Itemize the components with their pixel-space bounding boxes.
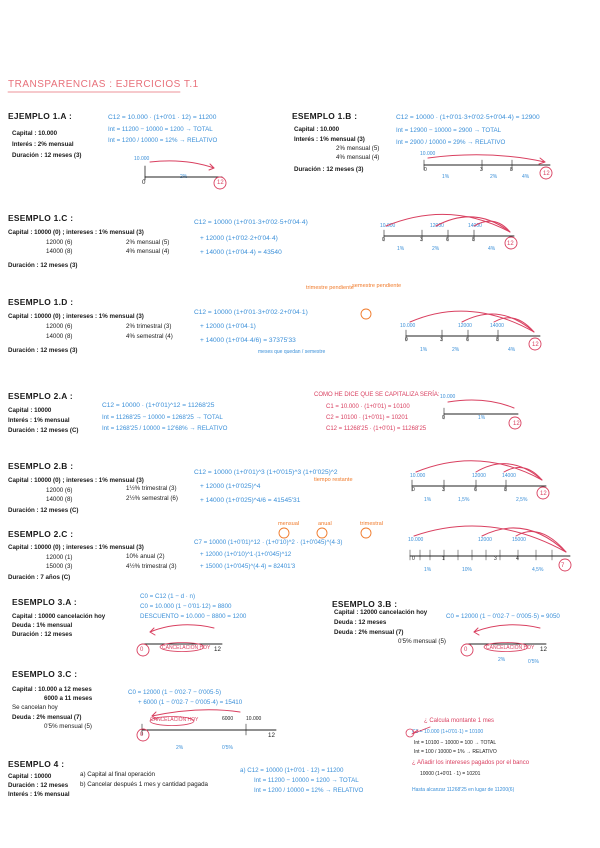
ex3c-side-line: C1 = 10.000 (1+0'01·1) = 10100 — [412, 729, 484, 735]
ex1c-formula: + 14000 (1+0'04·4) = 43540 — [200, 249, 282, 256]
ex1b-heading: ESEMPLO 1.B : — [292, 111, 358, 121]
ex2a-line: Duración : 12 meses (C) — [8, 427, 79, 434]
ex1d-heading: ESEMPLO 1.D : — [8, 297, 74, 307]
ex1c-line: Duración : 12 meses (3) — [8, 262, 78, 269]
ex2b-axis-label: 12000 — [472, 473, 486, 479]
ex2b-axis-label: 12 — [540, 491, 547, 497]
ex2c-axis-label: 4,5% — [532, 567, 544, 573]
ex4-option: b) Cancelar después 1 mes y cantidad pagada — [80, 781, 208, 788]
ex3b-line: Deuda : 12 meses — [334, 619, 387, 626]
ex4-line: Capital : 10000 — [8, 773, 52, 780]
ex1d-axis-label: 3 — [440, 337, 443, 343]
ex1b-formula: C12 = 10000 · (1+0'01·3+0'02·5+0'04·4) = 12900 — [396, 114, 540, 121]
ex2b-line: 2½% semestral (6) — [126, 495, 178, 502]
ex1c-formula: + 12000 (1+0'02·2+0'04·4) — [200, 235, 278, 242]
ex1d-formula: C12 = 10000 (1+0'01·3+0'02·2+0'04·1) — [194, 309, 308, 316]
ex1d-axis-label: 10.000 — [400, 323, 416, 329]
ex1b-line: Capital : 10.000 — [294, 126, 340, 133]
ex3b-axis-label: 0 — [464, 647, 468, 653]
ex3a-formula: DESCUENTO = 10.000 − 8800 = 1200 — [140, 613, 247, 620]
ex2c-axis-label: 0 — [412, 556, 415, 562]
ex1d-formula: + 12000 (1+0'04·1) — [200, 323, 256, 330]
ex2c-axis-label: 10% — [462, 567, 473, 573]
ex1b-line: 2% mensual (5) — [336, 145, 380, 152]
ex2b-line: Duración : 12 meses (C) — [8, 507, 79, 514]
ex3b-axis-label: 0'5% — [528, 659, 539, 665]
ex2c-heading: ESEMPLO 2.C : — [8, 529, 74, 539]
ex2c-note: anual — [318, 521, 332, 527]
ex2b-axis-label: 2,5% — [516, 497, 528, 503]
ex2b-note: tiempo restante — [314, 477, 353, 483]
ex2a-axis-label: 1% — [478, 415, 486, 421]
ex3b-formula: C0 = 12000 (1 − 0'02·7 − 0'005·5) = 9050 — [446, 613, 560, 620]
ex2b-line: Capital : 10000 (0) ; intereses : 1% mensual (3) — [8, 477, 144, 484]
ex2b-heading: ESEMPLO 2.B : — [8, 461, 74, 471]
ex1a-axis-label: 12 — [217, 180, 224, 186]
ex1c-heading: ESEMPLO 1.C : — [8, 213, 74, 223]
ex3c-line: Se cancelan hoy — [12, 704, 58, 711]
ex3a-line: Capital : 10000 cancelación hoy — [12, 613, 106, 620]
ex2c-formula: + 15000 (1+0'045)^(4·4) = 82401'3 — [200, 563, 296, 570]
ex1d-axis-label: 8 — [496, 337, 499, 343]
ex1c-axis-label: 1% — [397, 246, 405, 252]
ex1c-axis-label: 12 — [507, 241, 514, 247]
ex2b-line: 14000 (8) — [46, 496, 73, 503]
ex1b-formula: Int = 2900 / 10000 = 29% → RELATIVO — [396, 139, 506, 146]
ex1b-line: 4% mensual (4) — [336, 154, 380, 161]
ex1d-line: Duración : 12 meses (3) — [8, 347, 78, 354]
ex2a-note-line: C2 = 10100 · (1+0'01) = 10201 — [326, 415, 409, 421]
ex2c-line: 10% anual (2) — [126, 553, 165, 560]
ex3a-heading: ESEMPLO 3.A : — [12, 597, 78, 607]
ex2c-line: 15000 (3) — [46, 563, 73, 570]
ex3c-axis-label: 0 — [140, 732, 144, 738]
ex3c-side-line: Int = 10100 − 10000 = 100 → TOTAL — [414, 740, 497, 746]
ex1b-line: Duración : 12 meses (3) — [294, 166, 364, 173]
ex1b-axis-label: 2% — [490, 174, 498, 180]
ex1b-axis-label: 1% — [442, 174, 450, 180]
ex1d-axis-label: 2% — [452, 347, 460, 353]
ex2b-line: 12000 (6) — [46, 487, 73, 494]
ex1a-formula: Int = 11200 − 10000 = 1200 → TOTAL — [108, 126, 213, 133]
ex1d-line: 4% semestral (4) — [126, 333, 173, 340]
ex1d-axis-label: 1% — [420, 347, 428, 353]
ex1b-axis-label: 4% — [522, 174, 530, 180]
ex3c-line: Capital : 10.000 a 12 meses — [12, 686, 92, 693]
ex2b-formula: C12 = 10000 (1+0'01)^3 (1+0'015)^3 (1+0'025)^2 — [194, 469, 338, 476]
ex3c-axis-label: 10.000 — [246, 716, 262, 722]
ex2c-line: Capital : 10000 (0) ; intereses : 1% mensual (3) — [8, 544, 144, 551]
ex1c-axis-label: 3 — [420, 237, 423, 243]
ex2c-axis-label: 1% — [424, 567, 432, 573]
ex1b-axis-label: 12 — [543, 171, 550, 177]
ex1b-axis-label: 10.000 — [420, 151, 436, 157]
ex2b-axis-label: 0 — [412, 487, 415, 493]
ex1a-line: Interés : 2% mensual — [12, 141, 74, 148]
ex2a-heading: ESEMPLO 2.A : — [8, 391, 74, 401]
ex2c-line: 12000 (1) — [46, 554, 73, 561]
ex3b-line: Capital : 12000 cancelación hoy — [334, 609, 428, 616]
ex4-side-line: Hasta alcanzar 11268'25 en lugar de 11200(6) — [412, 787, 515, 793]
ex1b-axis-label: 0 — [424, 167, 427, 173]
ex4-side-line: 10000 (1+0'01 · 1) = 10201 — [420, 771, 481, 777]
ex2c-axis-label: 4 — [516, 556, 519, 562]
ex2a-axis-label: 10.000 — [440, 394, 456, 400]
ex3b-heading: ESEMPLO 3.B : — [332, 599, 398, 609]
ex1c-axis-label: 14000 — [468, 223, 482, 229]
ex3c-axis-label: 6000 — [222, 716, 234, 722]
ex2c-note: trimestral — [360, 521, 383, 527]
ex2a-line: Capital : 10000 — [8, 407, 52, 414]
ex1c-axis-label: 2% — [432, 246, 440, 252]
ex3c-axis-label: 12 — [268, 732, 275, 739]
ex3b-axis-label: 2% — [498, 657, 506, 663]
ex2a-axis-label: 0 — [442, 415, 445, 421]
ex3a-axis-label: 0 — [140, 647, 144, 653]
ex1d-line: 12000 (6) — [46, 323, 73, 330]
ex1c-axis-label: 4% — [488, 246, 496, 252]
ex3c-axis-label: 0'5% — [222, 745, 233, 751]
ex2c-formula: + 12000 (1+0'10)^1·(1+0'045)^12 — [200, 551, 292, 558]
ex1d-line: 14000 (8) — [46, 333, 73, 340]
ex2c-line: Duración : 7 años (C) — [8, 574, 71, 581]
ex4-line: Duración : 12 meses — [8, 782, 69, 789]
ex1b-axis-label: 3 — [480, 167, 483, 173]
ex4-formula: Int = 11200 − 10000 = 1200 → TOTAL — [254, 777, 359, 784]
ex1d-formula: + 14000 (1+0'04·4/6) = 37375'33 — [200, 337, 296, 344]
ex4-line: Interés : 1% mensual — [8, 791, 70, 798]
ex3b-line: 0'5% mensual (5) — [398, 638, 446, 645]
ex1d-axis-label: 4% — [508, 347, 516, 353]
ex3c-side-line: Int = 100 / 10000 = 1% → RELATIVO — [414, 749, 497, 755]
ex3a-formula: C0 = 10.000 (1 − 0'01·12) = 8800 — [140, 603, 232, 610]
ex2c-note: mensual — [278, 521, 300, 527]
ex3c-line: 6000 a 11 meses — [44, 695, 93, 702]
ex1d-note: meses que quedan / semestre — [258, 349, 326, 355]
ex2c-axis-label: 10.000 — [408, 537, 424, 543]
ex3a-line: Deuda : 1% mensual — [12, 622, 73, 629]
ex1a-axis-label: 10.000 — [134, 156, 150, 162]
ex2a-formula: C12 = 10000 · (1+0'01)^12 = 11268'25 — [102, 402, 215, 409]
ex2a-formula: Int = 11268'25 − 10000 = 1268'25 → TOTAL — [102, 414, 223, 421]
ex2a-note-heading: COMO HE DICE QUE SE CAPITALIZA SERÍA: — [314, 392, 440, 398]
ex4-option: a) Capital al final operación — [80, 771, 155, 778]
ex3a-formula: C0 = C12 (1 − d · n) — [140, 593, 196, 600]
ex2b-axis-label: 14000 — [502, 473, 516, 479]
ex1c-line: 4% mensual (4) — [126, 248, 170, 255]
page-title: TRANSPARENCIAS : EJERCICIOS T.1 — [8, 79, 199, 90]
ex4-heading: ESEMPLO 4 : — [8, 759, 65, 769]
ex2c-axis-label: 15000 — [512, 537, 526, 543]
ex1c-formula: C12 = 10000 (1+0'01·3+0'02·5+0'04·4) — [194, 219, 308, 226]
ex1c-line: 12000 (6) — [46, 239, 73, 246]
ex1d-note: semestre pendiente — [352, 283, 402, 289]
ex2b-axis-label: 10.000 — [410, 473, 426, 479]
ex1d-line: 2% trimestral (3) — [126, 323, 172, 330]
ex2c-formula: C7 = 10000 (1+0'01)^12 · (1+0'10)^2 · (1+0'045)^(4·3) — [194, 539, 343, 546]
ex1d-axis-label: 12 — [532, 342, 539, 348]
ex2c-line: 4½% trimestral (3) — [126, 563, 177, 570]
ex2a-formula: Int = 1268'25 / 10000 = 12'68% → RELATIVO — [102, 425, 228, 432]
ex3a-axis-label: 12 — [214, 646, 221, 653]
ex2b-line: 1½% trimestral (3) — [126, 485, 177, 492]
ex2b-axis-label: 1,5% — [458, 497, 470, 503]
ex2a-note-line: C1 = 10.000 · (1+0'01) = 10100 — [326, 404, 410, 410]
ex2b-axis-label: 3 — [442, 487, 445, 493]
ex1c-axis-label: 10.000 — [380, 223, 396, 229]
ex3a-line: Duración : 12 meses — [12, 631, 73, 638]
ex3c-axis-label: 2% — [176, 745, 184, 751]
ex3b-axis-label: 12 — [540, 646, 547, 653]
ex2b-axis-label: 6 — [474, 487, 477, 493]
ex4-side-heading: ¿ Añadir los intereses pagados por el banco — [412, 760, 530, 766]
ex1c-line: Capital : 10000 (0) ; intereses : 1% mensual (3) — [8, 229, 144, 236]
ex3a-axis-label: CANCELACIÓN HOY — [162, 645, 211, 651]
ex2c-axis-label: 12000 — [478, 537, 492, 543]
ex2c-axis-label: 7 — [561, 563, 565, 569]
ex3c-formula: + 6000 (1 − 0'02·7 − 0'005·4) = 15410 — [138, 699, 243, 706]
ex3c-formula: C0 = 12000 (1 − 0'02·7 − 0'005·5) — [128, 689, 222, 696]
ex2b-axis-label: 8 — [504, 487, 507, 493]
ex1c-axis-label: 12000 — [430, 223, 444, 229]
ex2b-formula: + 14000 (1+0'025)^4/6 = 41545'31 — [200, 497, 301, 504]
ex1a-formula: Int = 1200 / 10000 = 12% → RELATIVO — [108, 137, 218, 144]
ex1a-line: Duración : 12 meses (3) — [12, 152, 82, 159]
ex1c-axis-label: 0 — [382, 237, 385, 243]
ex3c-side-heading: ¿ Calcula montante 1 mes — [424, 718, 495, 724]
ex2c-axis-label: 1 — [442, 556, 445, 562]
ex1d-axis-label: 12000 — [458, 323, 472, 329]
ex3b-line: Deuda : 2% mensual (7) — [334, 629, 404, 636]
ex4-formula: Int = 1200 / 10000 = 12% → RELATIVO — [254, 787, 364, 794]
ex1a-formula: C12 = 10.000 · (1+0'01 · 12) = 11200 — [108, 114, 217, 121]
ex1c-line: 14000 (8) — [46, 248, 73, 255]
ex4-formula: a) C12 = 10000 (1+0'01 · 12) = 11200 — [240, 767, 344, 774]
ex2c-axis-label: 3 — [494, 556, 497, 562]
ex3b-axis-label: CANCELACIÓN HOY — [486, 645, 535, 651]
ex2a-note-line: C12 = 11268'25 · (1+0'01) = 11268'25 — [326, 426, 427, 432]
ex1b-line: Interés : 1% mensual (3) — [294, 136, 365, 143]
ex3c-line: Deuda : 2% mensual (7) — [12, 714, 82, 721]
ex1d-axis-label: 6 — [466, 337, 469, 343]
ex1c-axis-label: 6 — [446, 237, 449, 243]
ex1b-formula: Int = 12900 − 10000 = 2900 → TOTAL — [396, 127, 502, 134]
ex3c-axis-label: CANCELACIÓN HOY — [150, 717, 199, 723]
ex2a-axis-label: 12 — [513, 421, 520, 427]
ex1d-axis-label: 14000 — [490, 323, 504, 329]
ex1b-axis-label: 8 — [510, 167, 513, 173]
ex1d-note: trimestre pendiente — [306, 285, 354, 291]
ex1c-line: 2% mensual (5) — [126, 239, 170, 246]
ex1a-line: Capital : 10.000 — [12, 130, 58, 137]
ex1a-axis-label: 0 — [142, 179, 146, 186]
ex2b-formula: + 12000 (1+0'025)^4 — [200, 483, 261, 490]
ex1a-axis-label: 2% — [180, 174, 188, 180]
ex2a-line: Interés : 1% mensual — [8, 417, 70, 424]
ex3c-line: 0'5% mensual (5) — [44, 723, 92, 730]
ex1a-heading: EJEMPLO 1.A : — [8, 111, 73, 121]
ex2b-axis-label: 1% — [424, 497, 432, 503]
ex1d-line: Capital : 10000 (0) ; intereses : 1% mensual (3) — [8, 313, 144, 320]
ex3c-heading: ESEMPLO 3.C : — [12, 669, 78, 679]
ex1c-axis-label: 8 — [472, 237, 475, 243]
ex1d-axis-label: 0 — [405, 337, 408, 343]
